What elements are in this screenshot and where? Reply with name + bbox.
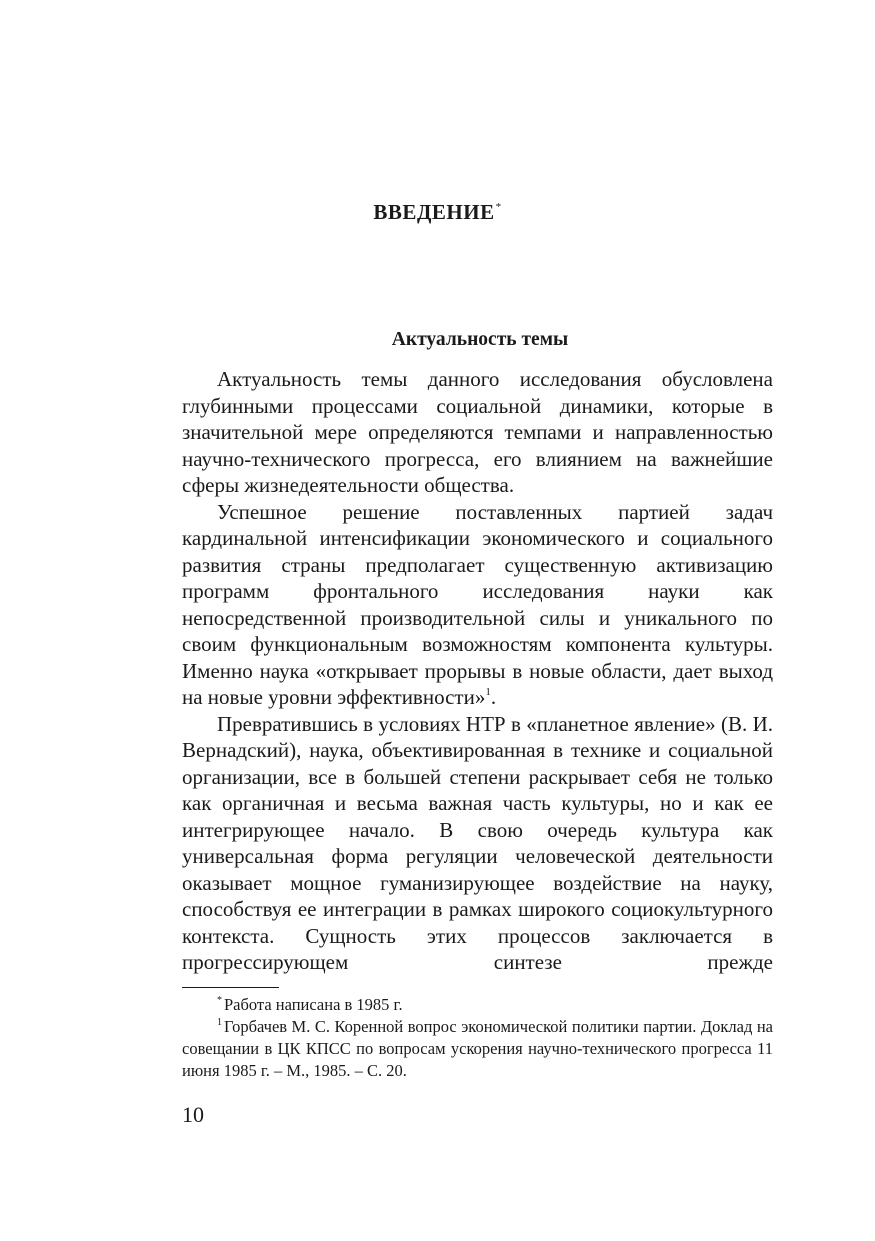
footnote-2-mark: 1	[217, 1017, 222, 1028]
section-heading: Актуальность темы	[391, 329, 569, 351]
body-text	[182, 366, 773, 976]
chapter-footnote-mark: *	[495, 201, 502, 214]
paragraph-1-text: Актуальность темы данного исследования обусловлена глубинными процессами социальной динамики, которые в значительной мере определяются темпами и направленностью научно-технического прогресса, его влиянием на важнейшие сферы жизнедеятельности общества.	[182, 367, 773, 497]
footnote-1	[182, 994, 773, 1016]
paragraph-1	[182, 366, 773, 499]
page-number: 10	[182, 1102, 204, 1127]
footnote-reference-1: 1	[485, 686, 491, 698]
paragraph-3	[182, 711, 773, 976]
footnote-1-text: Работа написана в 1985 г.	[224, 995, 403, 1014]
paragraph-2-tail: .	[490, 685, 497, 709]
footnotes	[182, 994, 773, 1082]
footnote-2-text: Горбачев М. С. Коренной вопрос экономической политики партии. Доклад на совещании в ЦК КПСС по вопросам ускорения научно-технического прогресса 11 июня 1985 г. – М., 1985. – С. 20.	[182, 1017, 773, 1080]
footnote-separator	[182, 987, 279, 988]
paragraph-2	[182, 499, 773, 711]
paragraph-3-text: Превратившись в условиях НТР в «планетное явление» (В. И. Вернадский), наука, объективированная в технике и социальной организации, все в большей степени раскрывает себя не только как органичная и весьма важная часть культуры, но и как ее интегрирующее начало. В свою очередь культура как универсальная форма регуляции человеческой деятельности оказывает мощное гуманизирующее воздействие на науку, способствуя ее интеграции в рамках широкого социокультурного контекста. Сущность этих процессов заключается в прогрессирующем синтезе прежде	[182, 711, 773, 974]
footnote-2	[182, 1016, 773, 1082]
chapter-title: ВВЕДЕНИЕ	[373, 200, 495, 225]
paragraph-2-text: Успешное решение поставленных партией задач кардинальной интенсификации экономического и социального развития страны предполагает существенную активизацию программ фронтального исследования науки как непосредственной производительной силы и уникального по своим функциональным возможностям компонента культуры. Именно наука «открывает прорывы в новые области, дает выход на новые уровни эффективности»	[182, 499, 773, 709]
footnote-1-mark: *	[217, 995, 222, 1006]
chapter-heading	[0, 200, 875, 225]
